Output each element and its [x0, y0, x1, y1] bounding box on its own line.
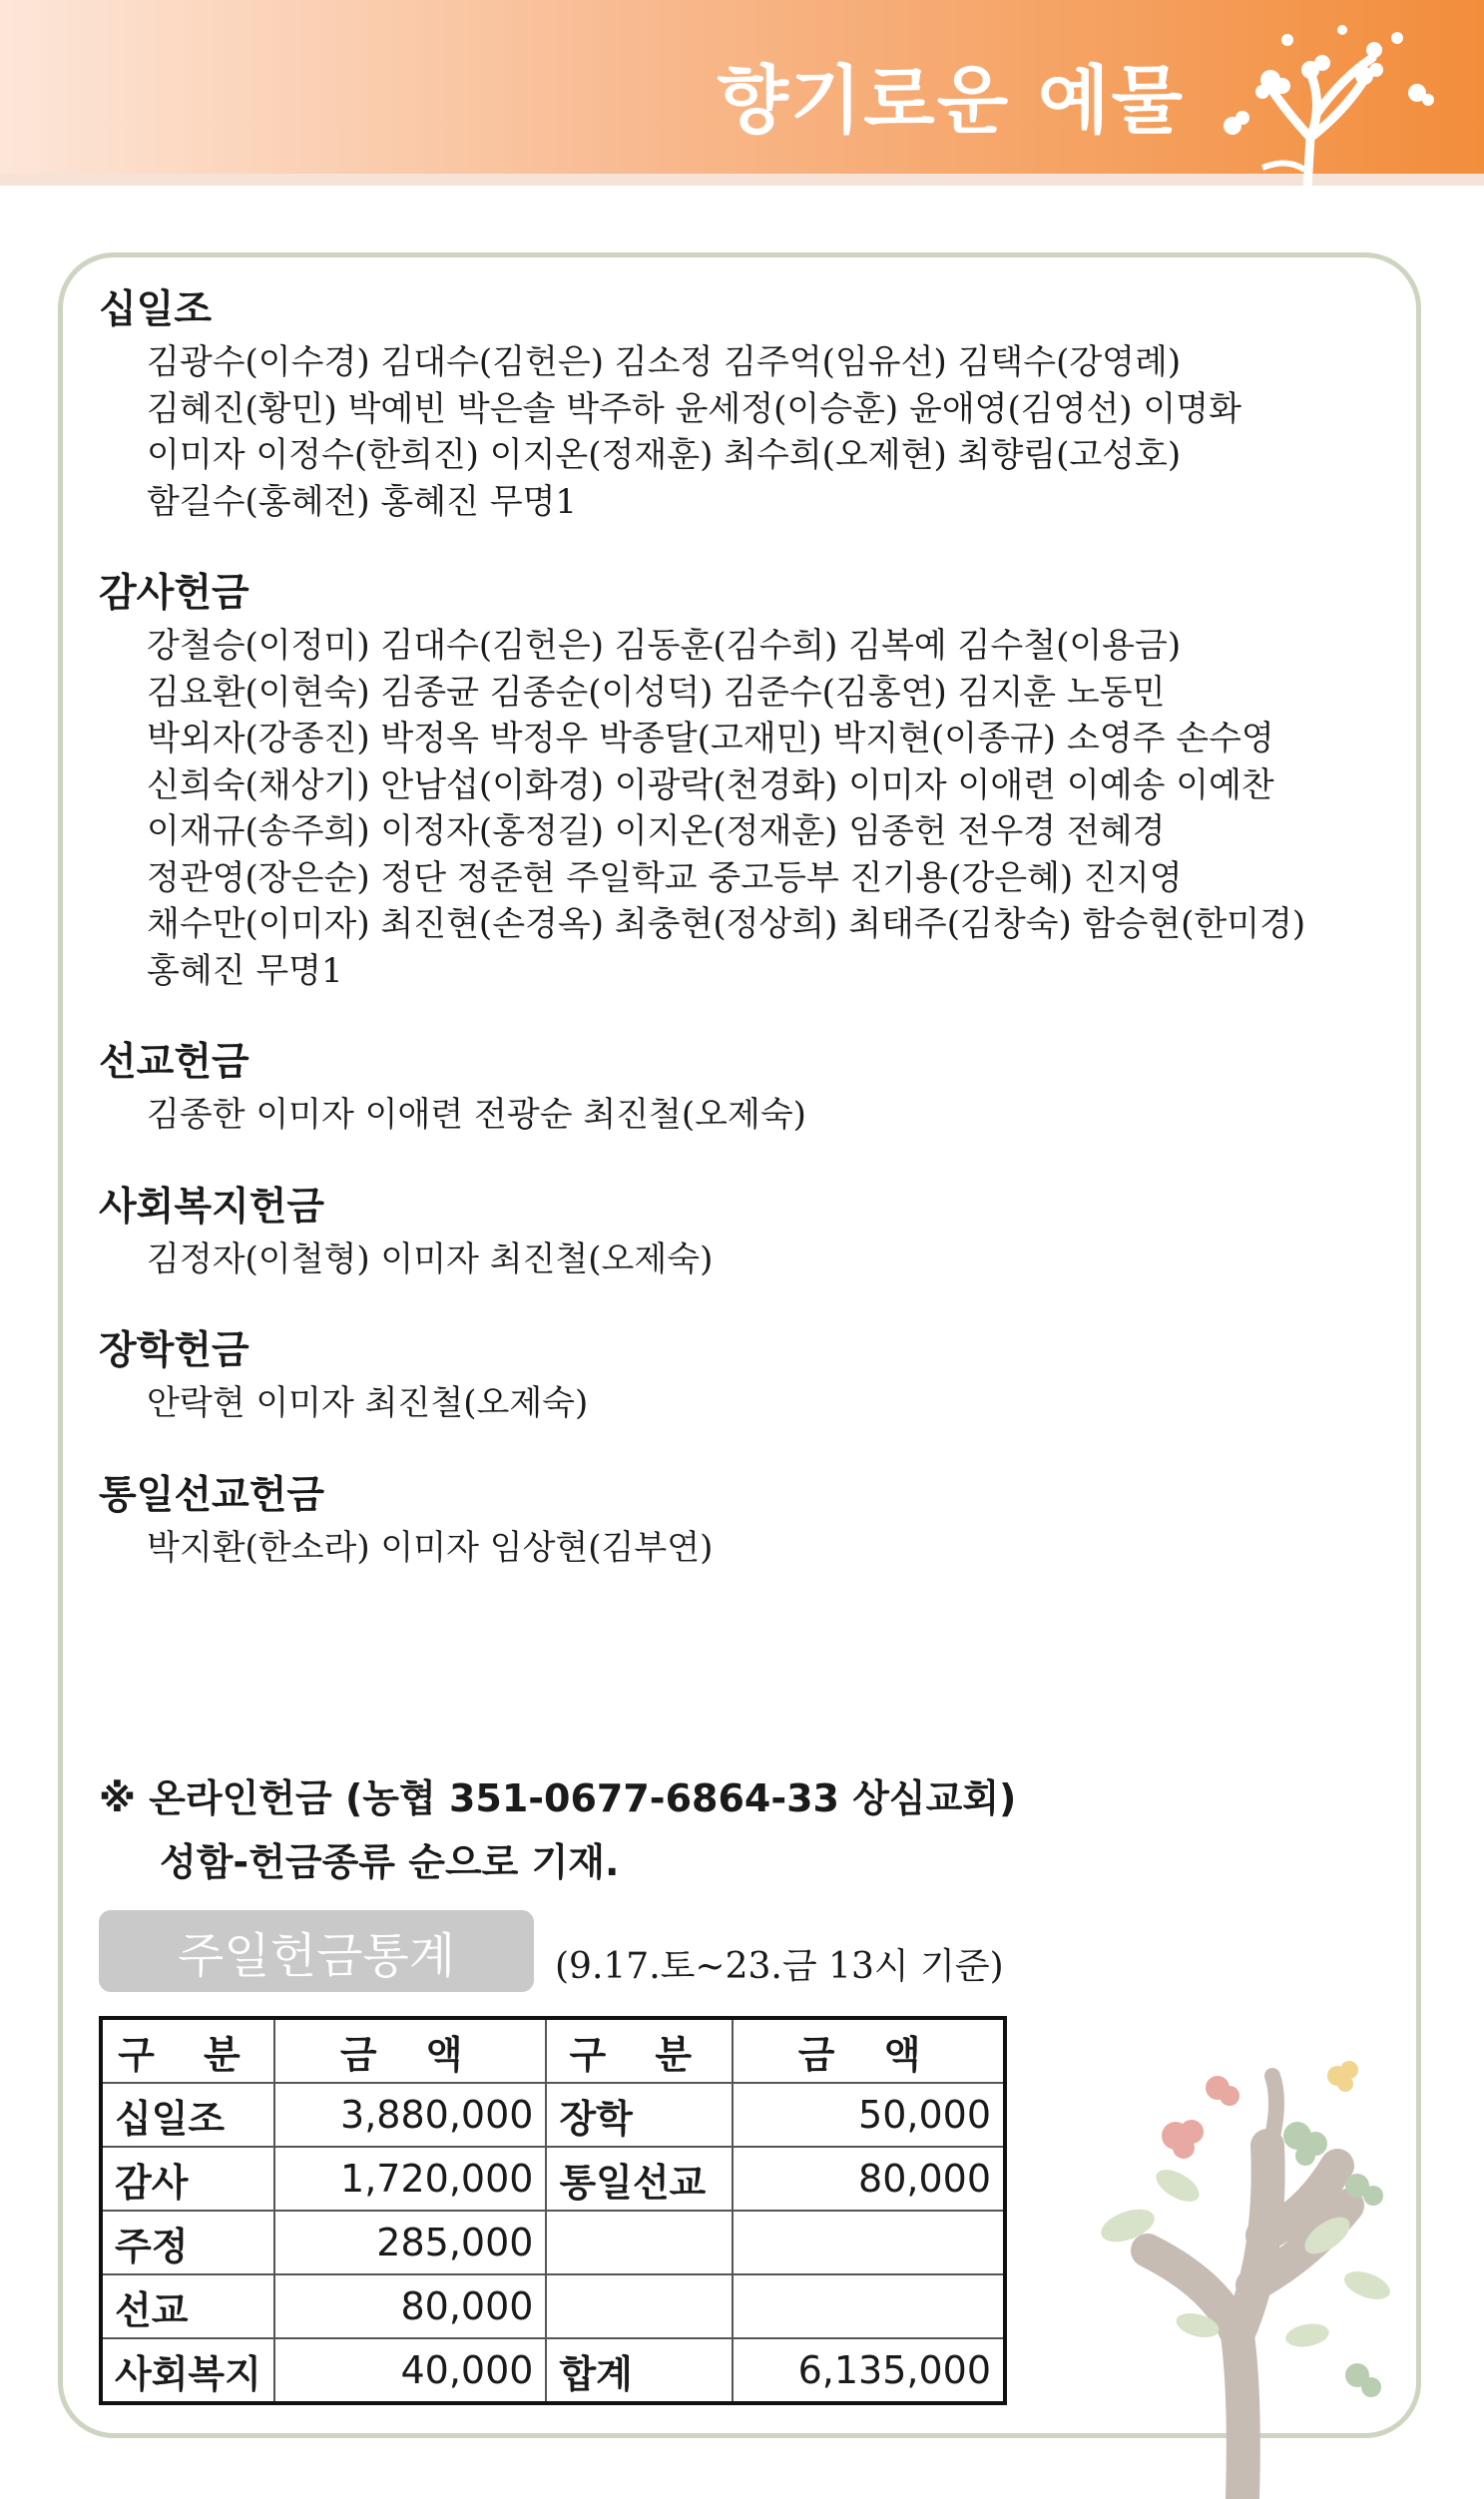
name-line: 신희숙(채상기) 안남섭(이화경) 이광락(천경화) 이미자 이애련 이예송 이예찬 [147, 764, 1274, 805]
amount-cell: 285,000 [274, 2211, 547, 2274]
name-line: 홍혜진 무명1 [147, 950, 343, 991]
category-cell [546, 2274, 733, 2338]
name-line: 함길수(홍혜전) 홍혜진 무명1 [147, 481, 578, 522]
amount-cell: 1,720,000 [274, 2147, 547, 2211]
category-cell: 통일선교 [546, 2147, 733, 2211]
section-title: 사회복지헌금 [99, 1184, 325, 1230]
name-line: 정관영(장은순) 정단 정준현 주일학교 중고등부 진기용(강은혜) 진지영 [147, 857, 1183, 898]
footer-tree-icon [1068, 2036, 1484, 2499]
offering-stats-table [99, 2016, 1007, 2405]
page-title: 향기로운 예물 [717, 58, 1185, 144]
section-unification-mission [99, 1467, 1406, 1572]
name-line: 김요환(이현숙) 김종균 김종순(이성덕) 김준수(김홍연) 김지훈 노동민 [147, 672, 1166, 713]
name-line: 이재규(송주희) 이정자(홍정길) 이지온(정재훈) 임종헌 전우경 전혜경 [147, 811, 1166, 851]
name-line: 채수만(이미자) 최진현(손경옥) 최충현(정상희) 최태주(김창숙) 함승현(한미경) [147, 904, 1306, 944]
section-thanksgiving [99, 565, 1406, 994]
table-row [101, 2083, 1005, 2147]
amount-cell [733, 2211, 1005, 2274]
name-line: 박외자(강종진) 박정옥 박정우 박종달(고재민) 박지현(이종규) 소영주 손수영 [147, 719, 1274, 758]
name-line: 박지환(한소라) 이미자 임상현(김부연) [147, 1527, 714, 1568]
amount-cell [733, 2274, 1005, 2338]
category-cell: 장학 [546, 2083, 733, 2147]
category-cell: 주정 [101, 2211, 274, 2274]
name-line: 안락현 이미자 최진철(오제숙) [147, 1383, 589, 1423]
notice-line-2: 성함-헌금종류 순으로 기재. [160, 1840, 620, 1884]
amount-cell: 50,000 [733, 2083, 1005, 2147]
name-line: 김종한 이미자 이애련 전광순 최진철(오제숙) [147, 1095, 806, 1135]
header-tree-icon [1193, 18, 1442, 188]
name-line: 김광수(이수경) 김대수(김헌은) 김소정 김주억(임유선) 김택수(강영례) [147, 342, 1182, 382]
notice-line-1: ※ 온라인헌금 (농협 351-0677-6864-33 상심교회) [99, 1776, 1017, 1820]
table-row [101, 2211, 1005, 2274]
name-line: 강철승(이정미) 김대수(김헌은) 김동훈(김수희) 김복예 김수철(이용금) [147, 626, 1182, 666]
amount-cell: 80,000 [274, 2274, 547, 2338]
table-header: 구 분 [101, 2018, 274, 2083]
section-welfare [99, 1179, 1406, 1283]
name-line: 김혜진(황민) 박예빈 박은솔 박주하 윤세정(이승훈) 윤애영(김영선) 이명화 [147, 388, 1241, 429]
table-row [101, 2147, 1005, 2211]
section-mission [99, 1034, 1406, 1139]
category-cell [546, 2211, 733, 2274]
name-line: 이미자 이정수(한희진) 이지온(정재훈) 최수희(오제현) 최향림(고성호) [147, 435, 1182, 475]
stats-period-note: (9.17.토~23.금 13시 기준) [555, 1946, 1004, 1987]
section-tithe [99, 281, 1406, 525]
table-row [101, 2274, 1005, 2338]
table-header-row [101, 2018, 1005, 2083]
section-title: 장학헌금 [99, 1328, 249, 1373]
stats-badge: 주일헌금통계 [99, 1910, 534, 1992]
amount-cell: 6,135,000 [733, 2338, 1005, 2403]
offering-list [99, 281, 1406, 1611]
category-cell: 합계 [546, 2338, 733, 2403]
table-header: 금 액 [274, 2018, 547, 2083]
category-cell: 십일조 [101, 2083, 274, 2147]
category-cell: 선교 [101, 2274, 274, 2338]
table-header: 금 액 [733, 2018, 1005, 2083]
amount-cell: 80,000 [733, 2147, 1005, 2211]
section-title: 십일조 [99, 287, 213, 332]
category-cell: 감사 [101, 2147, 274, 2211]
category-cell: 사회복지 [101, 2338, 274, 2403]
table-header: 구 분 [546, 2018, 733, 2083]
section-title: 통일선교헌금 [99, 1472, 325, 1518]
name-line: 김정자(이철형) 이미자 최진철(오제숙) [147, 1239, 714, 1279]
section-scholarship [99, 1322, 1406, 1427]
table-row [101, 2338, 1005, 2403]
online-offering-notice [99, 1766, 1016, 1894]
section-title: 감사헌금 [99, 571, 249, 616]
amount-cell: 3,880,000 [274, 2083, 547, 2147]
section-title: 선교헌금 [99, 1040, 249, 1085]
amount-cell: 40,000 [274, 2338, 547, 2403]
